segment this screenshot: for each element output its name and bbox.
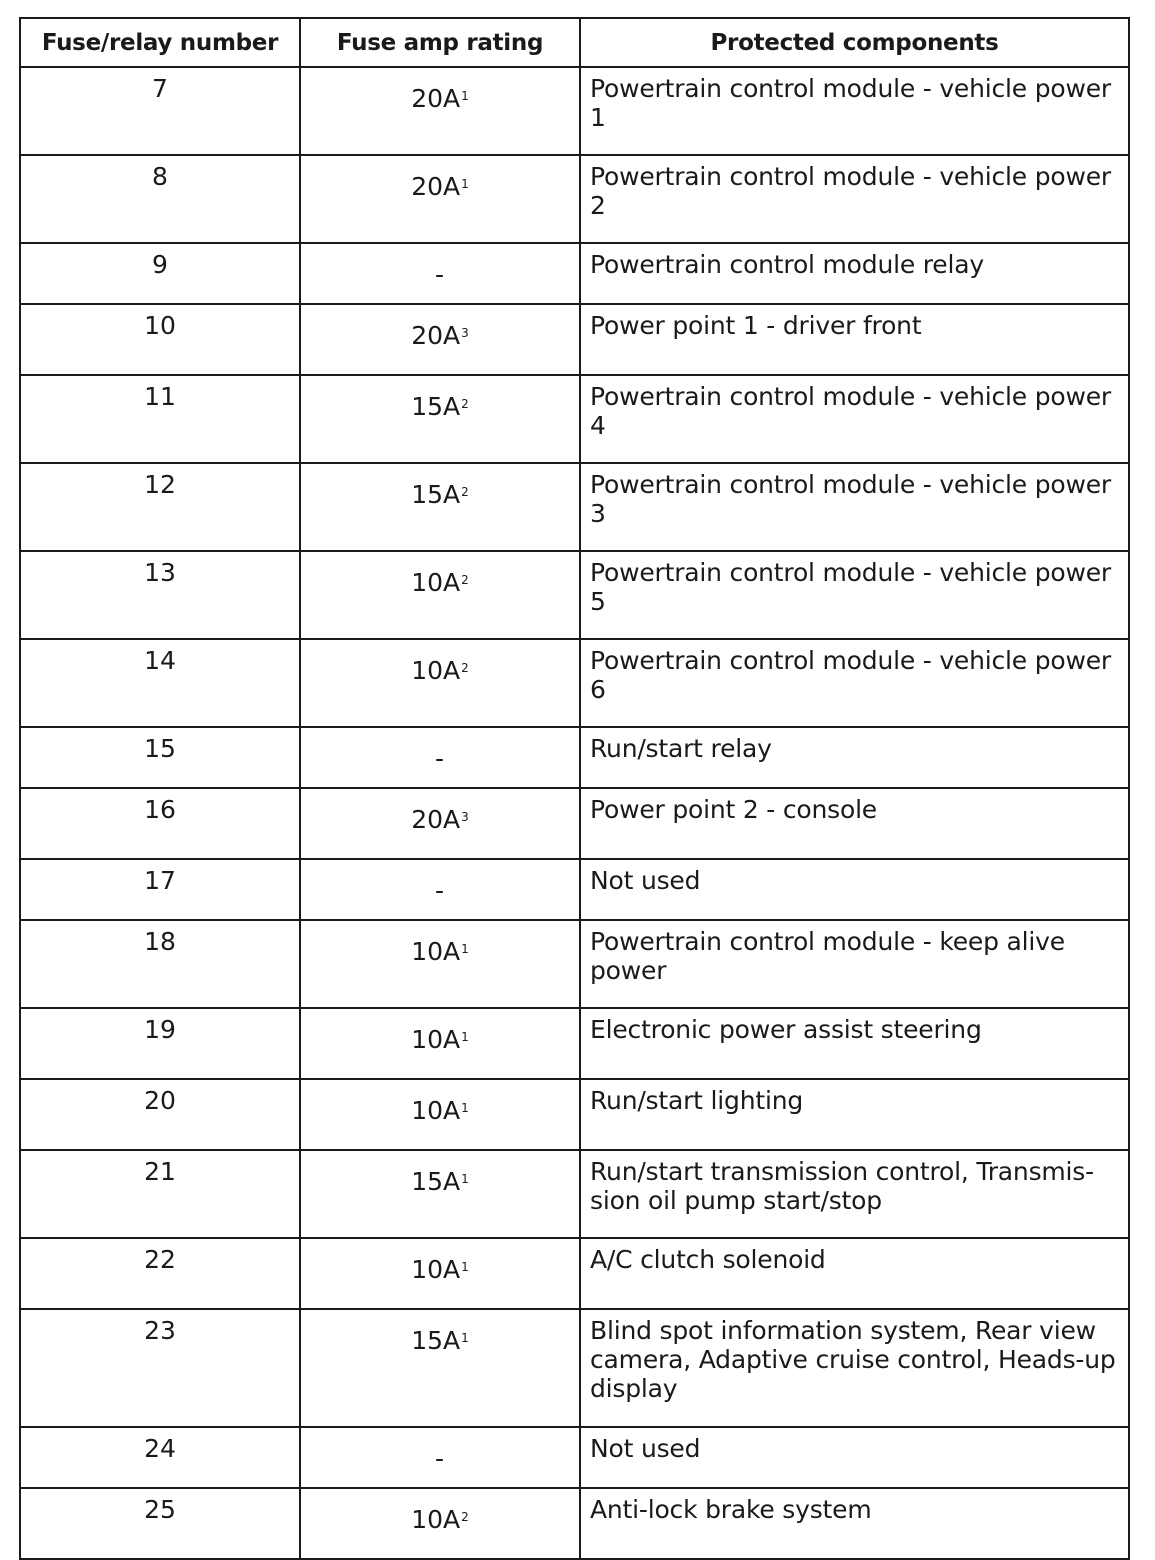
amp-rating-cell xyxy=(300,920,580,1008)
protected-component-cell: Run/start relay xyxy=(580,727,1129,788)
amp-rating-cell xyxy=(300,1008,580,1079)
table-row xyxy=(20,639,1129,727)
footnote-marker: 2 xyxy=(461,573,469,587)
table-row xyxy=(20,1238,1129,1309)
protected-component-cell: Anti-lock brake system xyxy=(580,1488,1129,1559)
table-row xyxy=(20,788,1129,859)
amp-value: - xyxy=(434,876,445,905)
amp-rating-cell xyxy=(300,1238,580,1309)
amp-rating-cell xyxy=(300,1079,580,1150)
table-row xyxy=(20,1008,1129,1079)
table-row xyxy=(20,304,1129,375)
fuse-number-cell: 24 xyxy=(20,1427,300,1488)
table-row xyxy=(20,1309,1129,1427)
amp-value: 10A xyxy=(411,1025,461,1054)
fuse-number-cell: 17 xyxy=(20,859,300,920)
amp-rating-cell xyxy=(300,67,580,155)
protected-component-cell: Powertrain control module - vehicle power 2 xyxy=(580,155,1129,243)
amp-value: 20A xyxy=(411,321,461,350)
footnote-marker: 2 xyxy=(461,1510,469,1524)
table-row xyxy=(20,1488,1129,1559)
footnote-marker: 1 xyxy=(461,89,469,103)
protected-component-cell: Run/start transmission control, Transmis-sion oil pump start/stop xyxy=(580,1150,1129,1238)
protected-component-cell: Power point 1 - driver front xyxy=(580,304,1129,375)
amp-rating-cell xyxy=(300,463,580,551)
fuse-number-cell: 16 xyxy=(20,788,300,859)
protected-component-cell: Powertrain control module - vehicle power 5 xyxy=(580,551,1129,639)
fuse-number-cell: 23 xyxy=(20,1309,300,1427)
amp-value: 15A xyxy=(411,1167,461,1196)
fuse-number-cell: 10 xyxy=(20,304,300,375)
table-row xyxy=(20,727,1129,788)
amp-value: 20A xyxy=(411,805,461,834)
header-protected-components: Protected components xyxy=(580,18,1129,67)
protected-component-cell: A/C clutch solenoid xyxy=(580,1238,1129,1309)
fuse-number-cell: 8 xyxy=(20,155,300,243)
amp-rating-cell xyxy=(300,1488,580,1559)
fuse-number-cell: 9 xyxy=(20,243,300,304)
footnote-marker: 1 xyxy=(461,1101,469,1115)
footnote-marker: 3 xyxy=(461,326,469,340)
fuse-number-cell: 21 xyxy=(20,1150,300,1238)
footnote-marker: 3 xyxy=(461,810,469,824)
protected-component-cell: Powertrain control module - keep alive power xyxy=(580,920,1129,1008)
protected-component-cell: Electronic power assist steering xyxy=(580,1008,1129,1079)
footnote-marker: 1 xyxy=(461,1331,469,1345)
amp-value: 10A xyxy=(411,656,461,685)
amp-value: 10A xyxy=(411,1255,461,1284)
table-row xyxy=(20,1079,1129,1150)
footnote-marker: 2 xyxy=(461,661,469,675)
fuse-number-cell: 20 xyxy=(20,1079,300,1150)
footnote-marker: 1 xyxy=(461,942,469,956)
table-row xyxy=(20,920,1129,1008)
amp-value: 10A xyxy=(411,568,461,597)
amp-rating-cell xyxy=(300,788,580,859)
amp-value: 10A xyxy=(411,1505,461,1534)
amp-rating-cell xyxy=(300,155,580,243)
fuse-number-cell: 12 xyxy=(20,463,300,551)
protected-component-cell: Power point 2 - console xyxy=(580,788,1129,859)
amp-rating-cell xyxy=(300,375,580,463)
table-row xyxy=(20,859,1129,920)
amp-value: 10A xyxy=(411,937,461,966)
amp-value: 15A xyxy=(411,1326,461,1355)
fuse-number-cell: 7 xyxy=(20,67,300,155)
protected-component-cell: Powertrain control module - vehicle power 6 xyxy=(580,639,1129,727)
fuse-number-cell: 13 xyxy=(20,551,300,639)
protected-component-cell: Powertrain control module - vehicle power 4 xyxy=(580,375,1129,463)
protected-component-cell: Not used xyxy=(580,1427,1129,1488)
amp-rating-cell xyxy=(300,1427,580,1488)
fuse-table xyxy=(19,17,1130,1560)
amp-value: 15A xyxy=(411,480,461,509)
header-amp-rating: Fuse amp rating xyxy=(300,18,580,67)
amp-rating-cell xyxy=(300,243,580,304)
header-fuse-number: Fuse/relay number xyxy=(20,18,300,67)
amp-rating-cell xyxy=(300,859,580,920)
amp-value: 10A xyxy=(411,1096,461,1125)
amp-rating-cell xyxy=(300,1150,580,1238)
amp-value: - xyxy=(434,744,445,773)
footnote-marker: 1 xyxy=(461,177,469,191)
footnote-marker: 2 xyxy=(461,397,469,411)
table-row xyxy=(20,463,1129,551)
fuse-number-cell: 22 xyxy=(20,1238,300,1309)
table-row xyxy=(20,67,1129,155)
footnote-marker: 1 xyxy=(461,1030,469,1044)
amp-rating-cell xyxy=(300,551,580,639)
table-row xyxy=(20,155,1129,243)
protected-component-cell: Blind spot information system, Rear view camera, Adaptive cruise control, Heads-up display xyxy=(580,1309,1129,1427)
protected-component-cell: Run/start lighting xyxy=(580,1079,1129,1150)
amp-rating-cell xyxy=(300,639,580,727)
amp-value: - xyxy=(434,260,445,289)
amp-rating-cell xyxy=(300,1309,580,1427)
footnote-marker: 2 xyxy=(461,485,469,499)
protected-component-cell: Powertrain control module - vehicle power 1 xyxy=(580,67,1129,155)
protected-component-cell: Powertrain control module - vehicle power 3 xyxy=(580,463,1129,551)
amp-value: - xyxy=(434,1444,445,1473)
table-row xyxy=(20,551,1129,639)
fuse-table-container xyxy=(19,17,1130,1560)
amp-value: 20A xyxy=(411,172,461,201)
footnote-marker: 1 xyxy=(461,1172,469,1186)
amp-value: 15A xyxy=(411,392,461,421)
amp-rating-cell xyxy=(300,727,580,788)
table-row xyxy=(20,1427,1129,1488)
amp-rating-cell xyxy=(300,304,580,375)
fuse-number-cell: 19 xyxy=(20,1008,300,1079)
footnote-marker: 1 xyxy=(461,1260,469,1274)
table-body xyxy=(20,67,1129,1559)
fuse-number-cell: 11 xyxy=(20,375,300,463)
protected-component-cell: Powertrain control module relay xyxy=(580,243,1129,304)
fuse-number-cell: 15 xyxy=(20,727,300,788)
fuse-number-cell: 14 xyxy=(20,639,300,727)
table-row xyxy=(20,1150,1129,1238)
table-row xyxy=(20,375,1129,463)
protected-component-cell: Not used xyxy=(580,859,1129,920)
header-row xyxy=(20,18,1129,67)
fuse-number-cell: 18 xyxy=(20,920,300,1008)
fuse-number-cell: 25 xyxy=(20,1488,300,1559)
table-row xyxy=(20,243,1129,304)
amp-value: 20A xyxy=(411,84,461,113)
